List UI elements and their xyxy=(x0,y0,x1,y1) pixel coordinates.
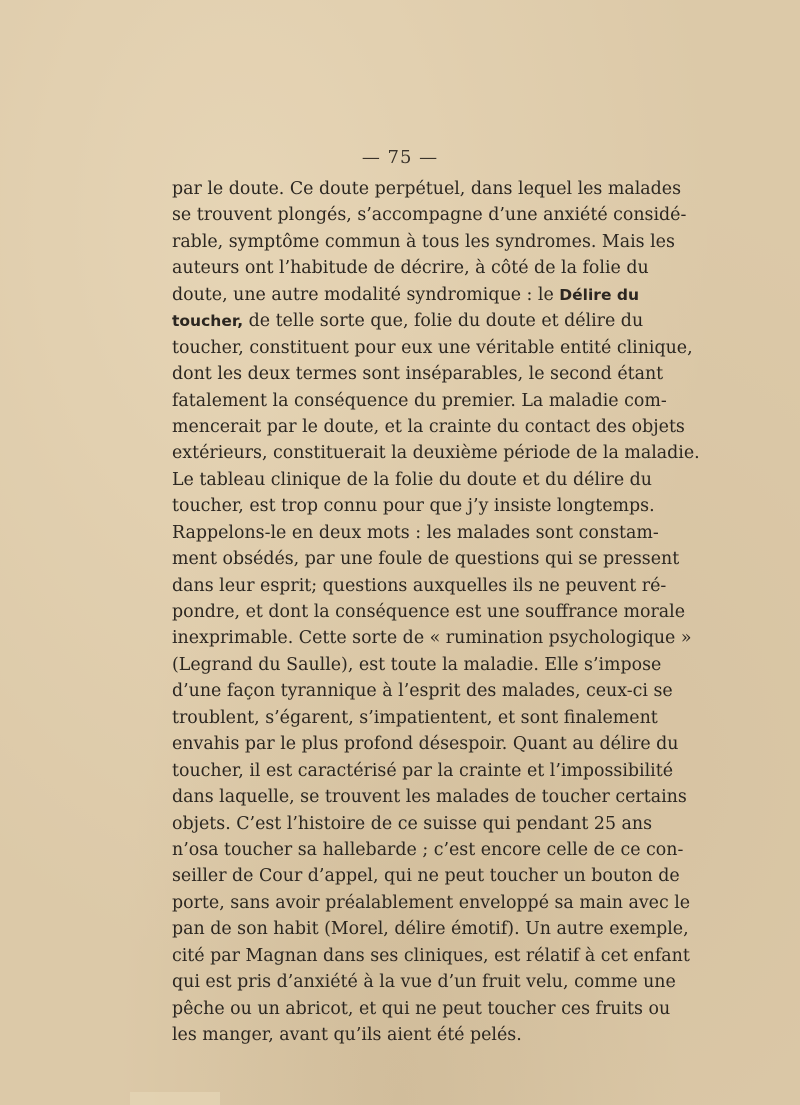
text-line: d’une façon tyrannique à l’esprit des malades, ceux-ci se xyxy=(172,681,673,702)
text-line: mencerait par le doute, et la crainte du contact des objets xyxy=(172,416,685,437)
text-line: pondre, et dont la conséquence est une souffrance morale xyxy=(172,602,686,622)
text-line: toucher, constituent pour eux une véritable entité clinique, xyxy=(172,337,693,358)
text-line: n’osa toucher sa hallebarde ; c’est encore celle de ce con- xyxy=(172,839,684,860)
text-line: (Legrand du Saulle), est toute la maladie. Elle s’impose xyxy=(172,654,662,675)
text-line: toucher, de telle sorte que, folie du doute et délire du xyxy=(172,311,644,332)
bold-term: Délire du xyxy=(559,285,639,304)
text-line: objets. C’est l’histoire de ce suisse qui pendant 25 ans xyxy=(172,813,653,834)
text-line: toucher, il est caractérisé par la crainte et l’impossibilité xyxy=(172,760,674,781)
text-line: envahis par le plus profond désespoir. Quant au délire du xyxy=(172,734,679,755)
text-line: porte, sans avoir préalablement enveloppé sa main avec le xyxy=(172,892,691,913)
text-line: Rappelons-le en deux mots : les malades sont constam- xyxy=(172,522,659,543)
text-line: pan de son habit (Morel, délire émotif). Un autre exemple, xyxy=(172,919,689,940)
text-line: troublent, s’égarent, s’impatientent, et sont finalement xyxy=(172,707,658,728)
bold-term: toucher, xyxy=(172,312,244,331)
text-line: Le tableau clinique de la folie du doute et du délire du xyxy=(172,469,653,490)
text-line: par le doute. Ce doute perpétuel, dans lequel les malades xyxy=(172,179,682,199)
text-line-last: les manger, avant qu’ils aient été pelés. xyxy=(172,1025,522,1045)
paper-stain xyxy=(130,1092,220,1105)
text-line: doute, une autre modalité syndromique : le Délire du xyxy=(172,284,639,305)
text-line: extérieurs, constituerait la deuxième période de la maladie. xyxy=(172,443,700,464)
text-line: dans laquelle, se trouvent les malades de toucher certains xyxy=(172,787,687,808)
text-line: rable, symptôme commun à tous les syndromes. Mais les xyxy=(172,231,675,252)
text-line: dans leur esprit; questions auxquelles ils ne peuvent ré- xyxy=(172,575,667,596)
body-paragraph xyxy=(172,176,700,1048)
text-line: cité par Magnan dans ses cliniques, est rélatif à cet enfant xyxy=(172,945,690,966)
text-line: seiller de Cour d’appel, qui ne peut toucher un bouton de xyxy=(172,866,680,887)
text-line: pêche ou un abricot, et qui ne peut toucher ces fruits ou xyxy=(172,998,671,1019)
text-line: ment obsédés, par une foule de questions qui se pressent xyxy=(172,549,680,570)
text-line: se trouvent plongés, s’accompagne d’une anxiété considé- xyxy=(172,205,687,226)
text-line: qui est pris d’anxiété à la vue d’un fruit velu, comme une xyxy=(172,972,676,993)
text-line: inexprimable. Cette sorte de « rumination psychologique » xyxy=(172,628,692,649)
text-line: fatalement la conséquence du premier. La maladie com- xyxy=(172,390,667,411)
text-line: toucher, est trop connu pour que j’y insiste longtemps. xyxy=(172,496,655,517)
text-line: auteurs ont l’habitude de décrire, à côté de la folie du xyxy=(172,258,649,279)
page-number: — 75 — xyxy=(361,147,439,168)
text-line: dont les deux termes sont inséparables, le second étant xyxy=(172,364,664,385)
